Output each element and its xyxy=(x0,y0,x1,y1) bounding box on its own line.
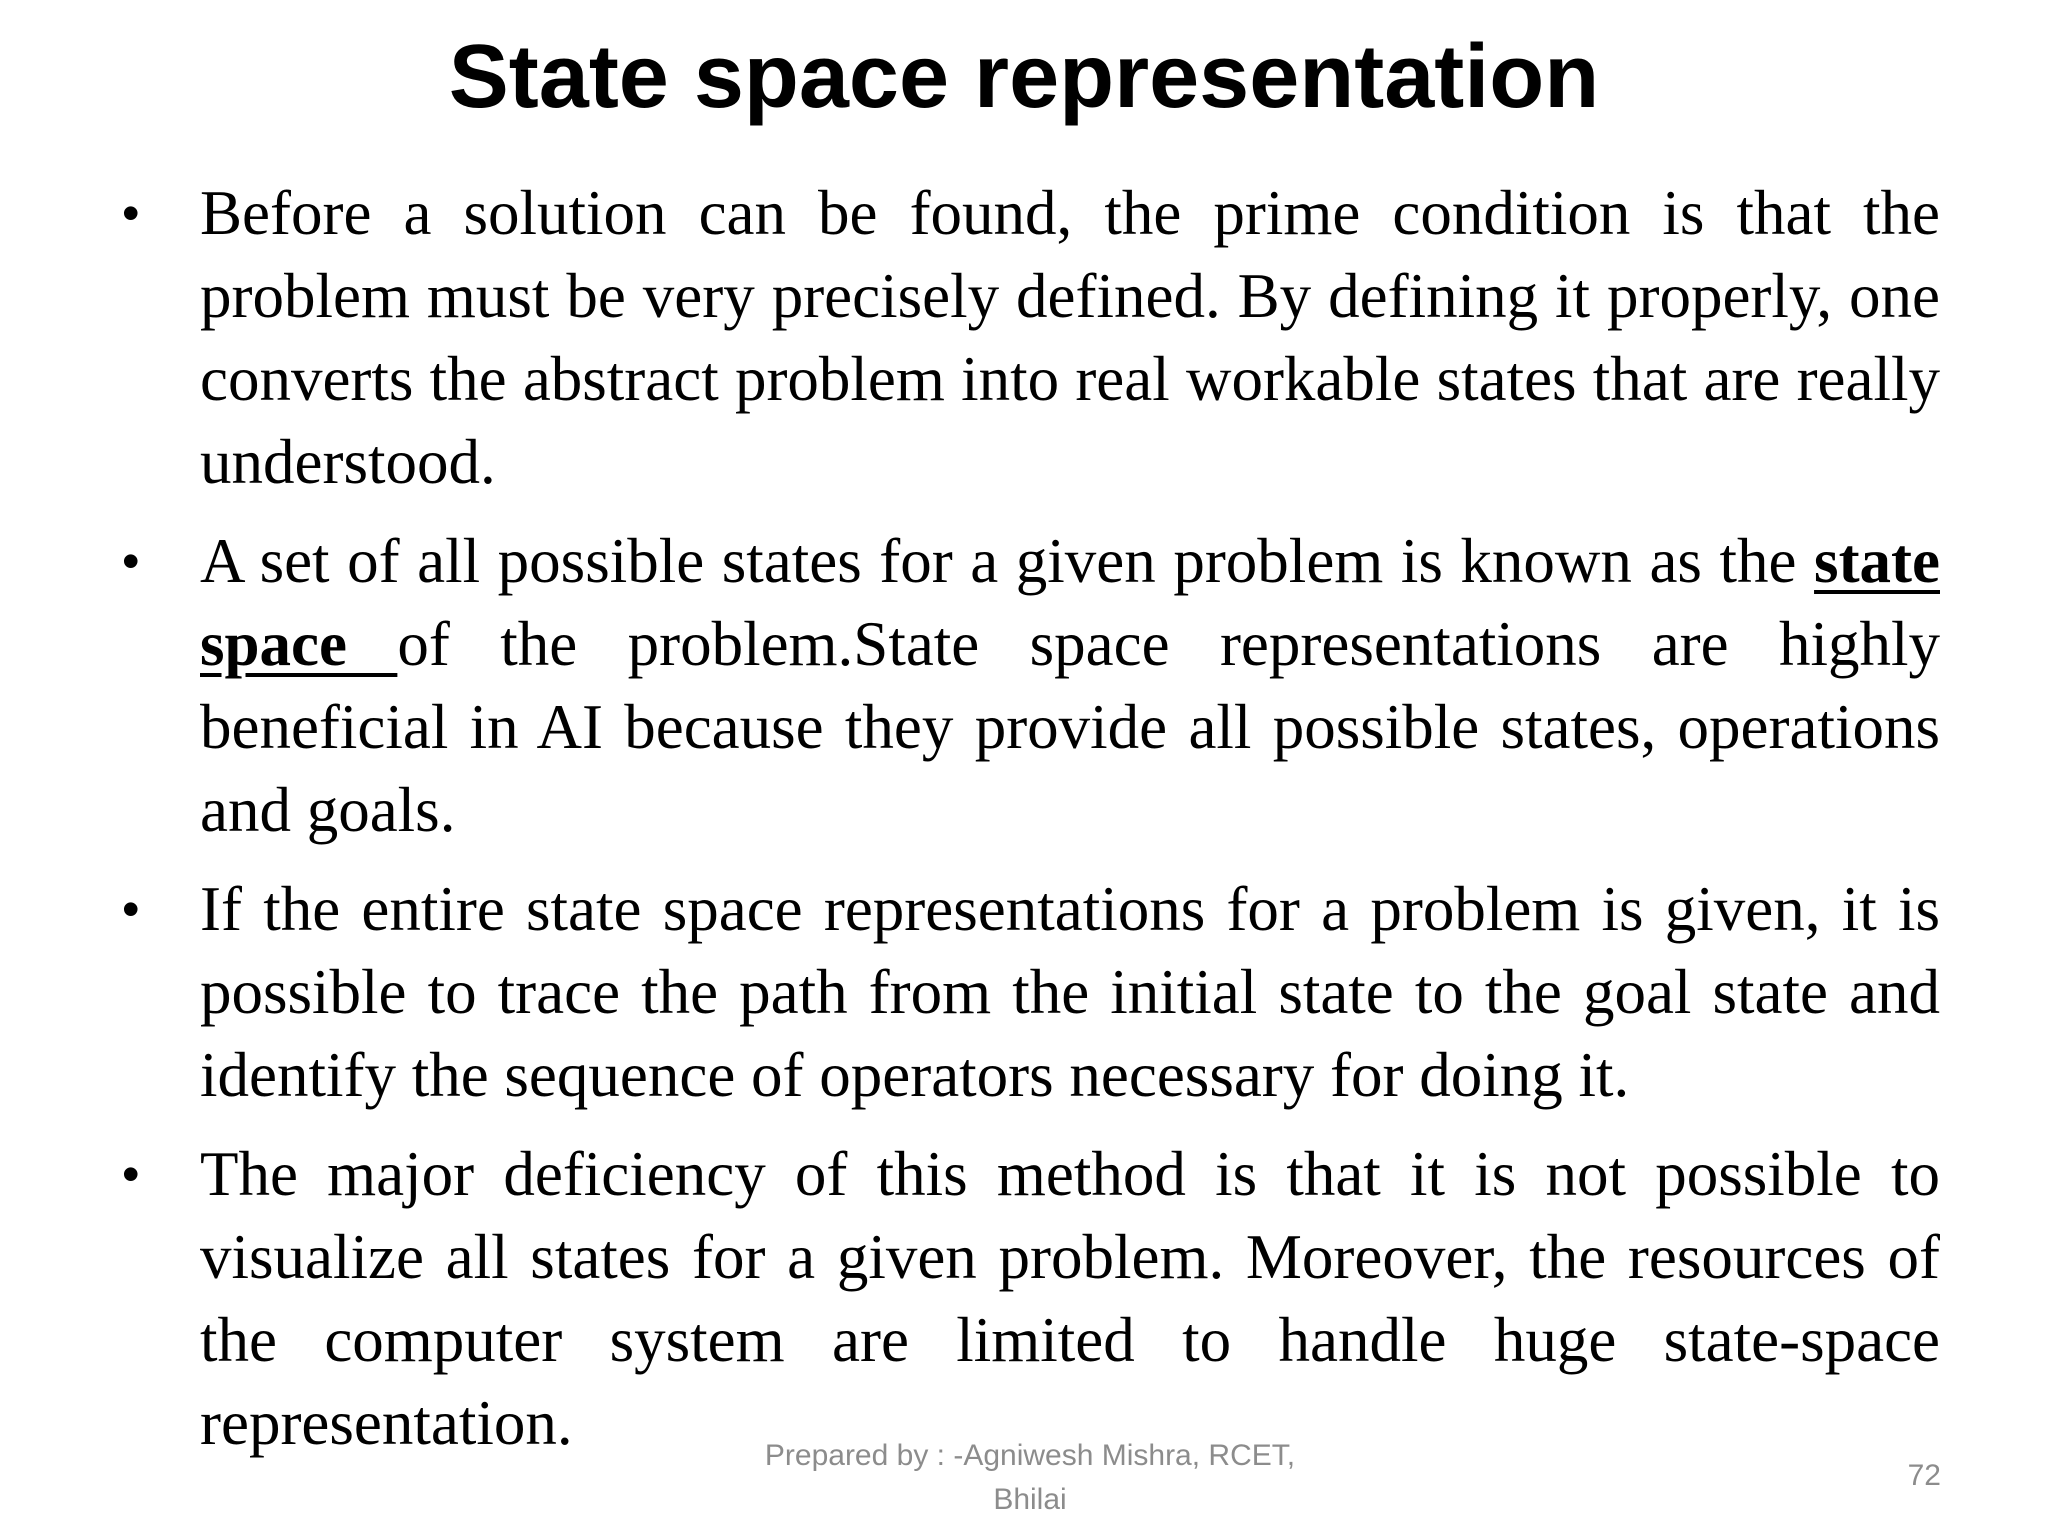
bullet-text: Before a solution can be found, the prime condition is that the problem must be very precisely defined. By defining it properly, one converts the abstract problem into real workable states that are really understood. xyxy=(200,178,1940,497)
bullet-text: If the entire state space representations for a problem is given, it is possible to trace the path from the initial state to the goal state and identify the sequence of operators necessary for doing it. xyxy=(200,874,1940,1110)
bullet-item xyxy=(122,1133,1940,1465)
bullet-marker: • xyxy=(122,185,140,241)
bullet-item xyxy=(122,172,1940,504)
bullet-item xyxy=(122,868,1940,1117)
bullet-text-after: of the problem.State space representations are highly beneficial in AI because they provide all possible states, operations and goals. xyxy=(200,609,1940,845)
state-space-term: state space xyxy=(200,526,1940,679)
bullet-list xyxy=(122,172,1940,1481)
slide-title: State space representation xyxy=(448,27,1600,127)
bullet-item xyxy=(122,520,1940,852)
page-number: 72 xyxy=(1907,1459,1941,1492)
footer-credit-line1: Prepared by : -Agniwesh Mishra, RCET, xyxy=(764,1439,1296,1472)
bullet-text-before: A set of all possible states for a given problem is known as the xyxy=(200,526,1815,596)
bullet-text: The major deficiency of this method is that it is not possible to visualize all states for a given problem. Moreover, the resources of the computer system are limited to handle huge state-space representation. xyxy=(200,1139,1940,1458)
footer-credit xyxy=(740,1434,1320,1522)
footer-credit-line2: Bhilai xyxy=(993,1483,1067,1516)
bullet-marker: • xyxy=(122,1146,140,1202)
bullet-marker: • xyxy=(122,881,140,937)
bullet-marker: • xyxy=(122,533,140,589)
